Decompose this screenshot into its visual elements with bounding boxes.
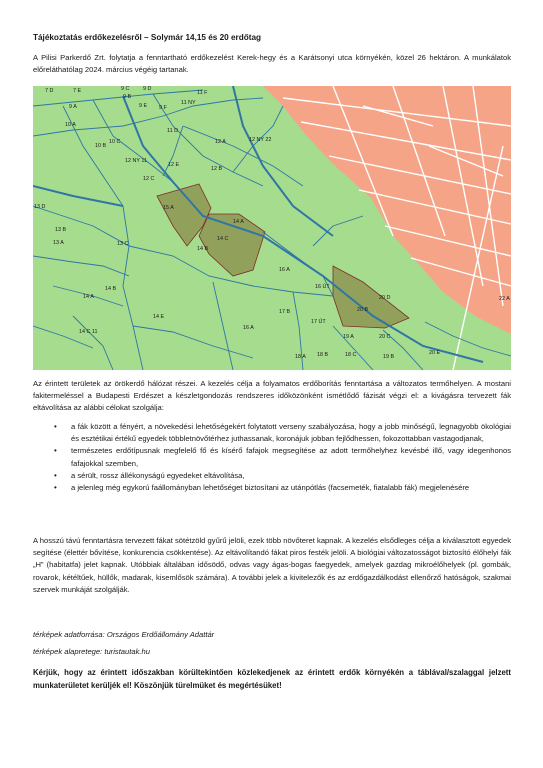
intro-paragraph: A Pilisi Parkerdő Zrt. folytatja a fenntartható erdőkezelést Kerek-hegy és a Karátsonyi utca környékén, közel 26 hektáron. A munkálatok előreláthatólag 2024. március végéig tartanak. (33, 53, 511, 74)
map-label: 19 B (383, 354, 395, 360)
map-label: 16 A (243, 325, 254, 331)
map-label: 19 A (343, 334, 354, 340)
map-label: 9 D (143, 86, 152, 92)
map-label: 9 A (69, 104, 77, 110)
map-label: 13 B (55, 227, 67, 233)
map-label: 20 C (379, 334, 391, 340)
map-label: 9 F (159, 105, 167, 111)
map-label: 14 C (217, 236, 229, 242)
map-label: 14 B (197, 246, 209, 252)
map-label: 7 E (73, 88, 82, 94)
map-label: 20 D (379, 295, 391, 301)
map-label: 15 A (163, 205, 174, 211)
marking-paragraph: A hosszú távú fenntartásra tervezett fákat sötétzöld gyűrű jelöli, ezek több növőteret kapnak. A kezelés elsődleges célja a kiválasztott egyedek segítése (élettér bővítése, konkurencia csökkentése). Az eltávolítandó fákat piros festék jelöli. A biológiai változatosságot biztosító élőhelyi fák „H” (habitatfa) jelet kapnak. Utóbbiak általában idősödő, odvas vagy ágas-bogas faegyedek, amelyek gazdag mikroélőhelyek (pl. gombák, rovarok, kétéltűek, hüllők, madarak, kisemlősök számára). A további jelek a kivitelezők és az erdőgazdálkodást ellenőrző hatóságok, szakmai szervek munkáját szolgálják. (33, 536, 511, 594)
list-item: • a jelenleg még egykorú faállományban lehetőséget biztosítani az utánpótlás (facsemeték, fiatalabb fák) megjelenésére (71, 482, 511, 494)
map-label: 18 C (345, 352, 357, 358)
list-item: • természetes erdőtípusnak megfelelő fő és kísérő fafajok megsegítése az adott termőhelyhez kevésbé illő, vagy idegenhonos fafajokkal szemben, (71, 445, 511, 469)
map-label: 7 D (45, 88, 54, 94)
map-label: 17 B (279, 309, 291, 315)
list-item: • a sérült, rossz állékonyságú egyedeket eltávolítása, (71, 470, 511, 482)
map-label: 16 ÚT (315, 284, 330, 290)
map-label: 18 A (295, 354, 306, 360)
map-label: 14 C 11 (79, 329, 98, 335)
map-label: 22 A (499, 296, 510, 302)
map-label: 20 B (357, 307, 369, 313)
closing-request: Kérjük, hogy az érintett időszakban körültekintően közlekedjenek az érintett erdők környékén a táblával/szalaggal jelzett munkaterületet kerüljék el! Köszönjük türelmüket és megértésüket! (33, 668, 511, 690)
document-title: Tájékoztatás erdőkezelésről – Solymár 14,15 és 20 erdőtag (33, 33, 261, 42)
goals-list (33, 421, 511, 494)
map-label: 14 A (83, 294, 94, 300)
map-label: 12 NY 11 (125, 158, 147, 164)
map-label: 10 A (65, 122, 76, 128)
map-label: 12 A (215, 139, 226, 145)
map-label: 12 NY 22 (249, 137, 272, 143)
map-label: 18 B (317, 352, 329, 358)
goals-paragraph: Az érintett területek az örökerdő hálózat részei. A kezelés célja a folyamatos erdőborítás fenntartása a változatos termőhelyen. A mostani fakitermeléssel a Budapesti Erdészet a készletgondozás rendszeres időközönként ismétlődő fázisát végzi el: a kivágásra tervezett fák eltávolítása az alábbi célokat szolgálja: (33, 379, 511, 413)
map-label: 13 A (53, 240, 64, 246)
map-label: 14 E (153, 314, 165, 320)
map-label: 14 A (233, 219, 244, 225)
map-label: 10 B (95, 143, 107, 149)
map-label: 14 B (105, 286, 117, 292)
map-label: 11 D (167, 128, 178, 134)
map-label: 12 E (168, 162, 180, 168)
map-label: 20 E (429, 350, 441, 356)
map-label: 10 C (109, 139, 121, 145)
map-base-source: térképek alapretege: turistautak.hu (33, 647, 150, 656)
map-label: 16 A (279, 267, 290, 273)
map-label: 13 C (117, 241, 129, 247)
map-label: 11 F (197, 90, 208, 96)
map-label: 13 D (34, 204, 46, 210)
map-label: 9 B (123, 94, 132, 100)
forest-map (33, 86, 511, 370)
map-label: 11 NY (181, 100, 196, 106)
list-item: • a fák között a fényért, a növekedési lehetőségekért folytatott verseny szabályozása, hogy a jobb minőségű, legnagyobb ökológiai és esztétikai értékű egyedek többletnövőtérhez juthassanak, koronájuk jobban fejlődhessen, fokozottabban vastagodjanak, (71, 421, 511, 445)
map-label: 12 C (143, 176, 155, 182)
map-label: 17 ÚT (311, 319, 326, 325)
map-label: 12 B (211, 166, 223, 172)
map-label: 9 E (139, 103, 148, 109)
forest-map-image (33, 86, 511, 370)
map-label: 9 C (121, 86, 130, 92)
map-data-source: térképek adatforrása: Országos Erdőállomány Adattár (33, 630, 215, 639)
